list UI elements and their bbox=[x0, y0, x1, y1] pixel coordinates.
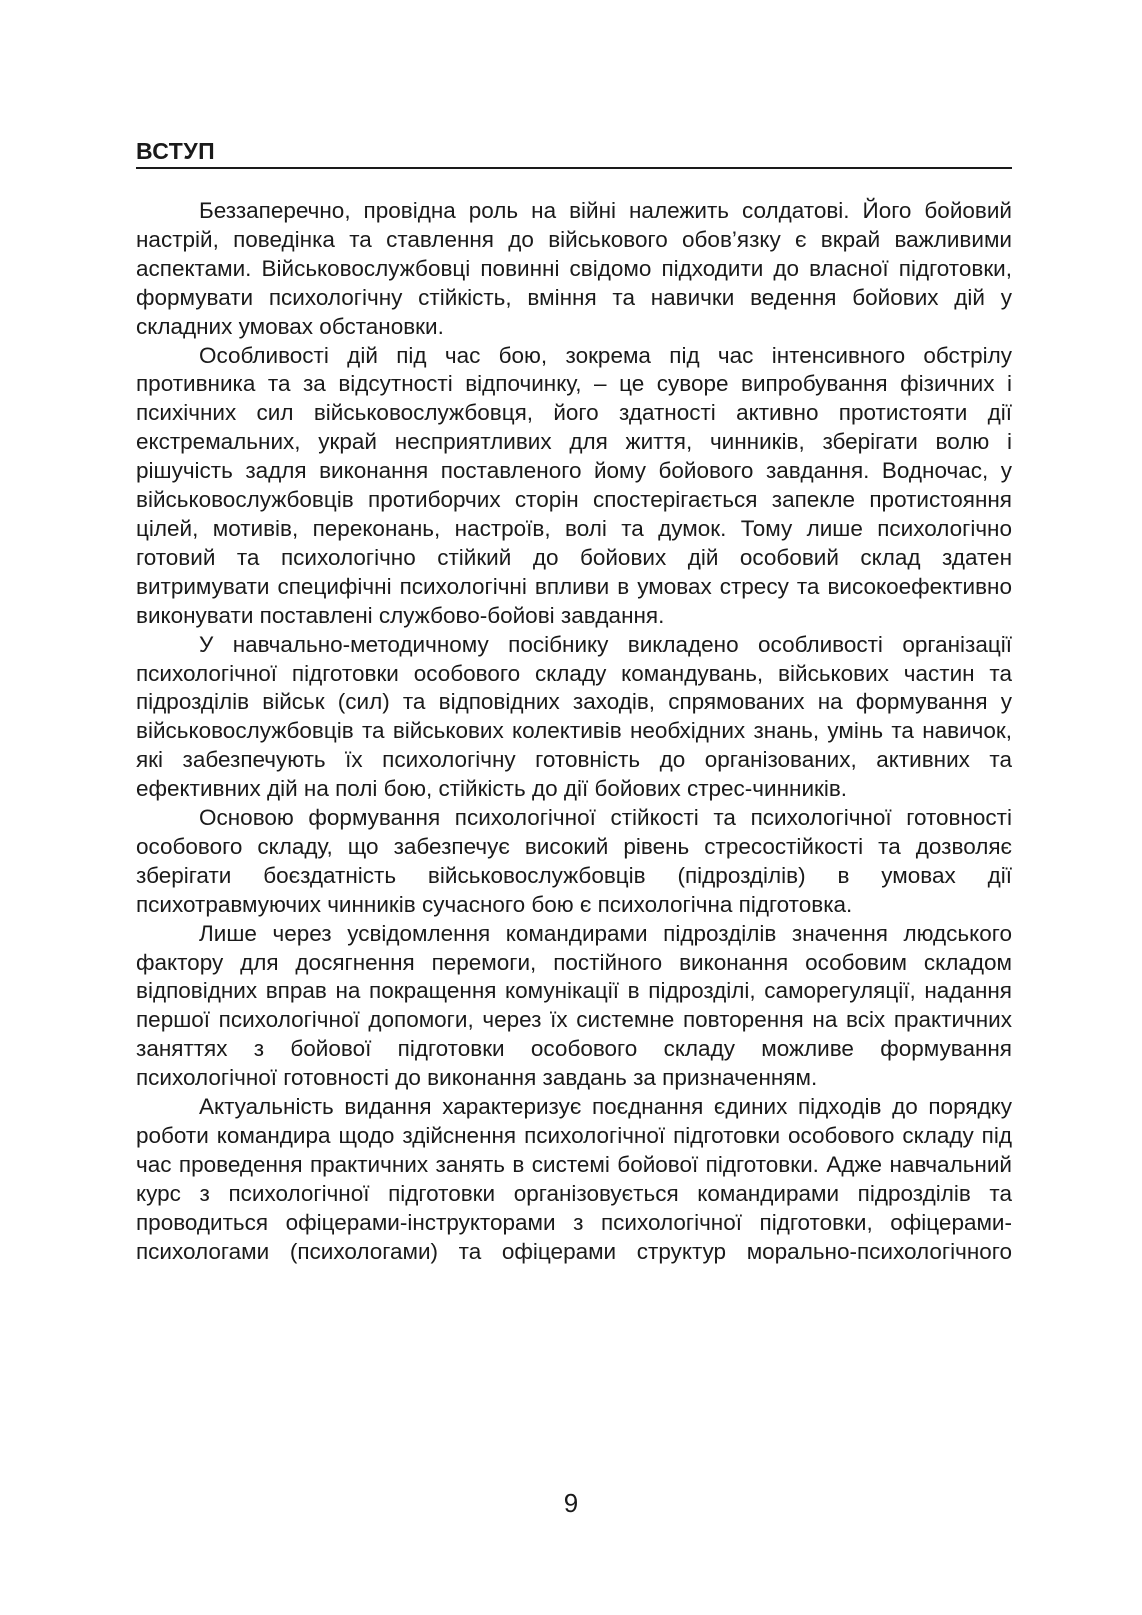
heading-underline bbox=[136, 167, 1012, 169]
body-text bbox=[136, 197, 1012, 1267]
paragraph-5: Лише через усвідомлення командирами підрозділів значення людського фактору для досягнення перемоги, постійного виконання особовим складом відповідних вправ на покращення комунікації в підрозділі, саморегуляції, надання першої психологічної допомоги, через їх системне повторення на всіх практичних заняттях з бойової підготовки особового складу можливе формування психологічної готовності до виконання завдань за призначенням. bbox=[136, 920, 1012, 1091]
paragraph-4: Основою формування психологічної стійкості та психологічної готовності особового складу, що забезпечує високий рівень стресостійкості та дозволяє зберігати боєздатність військовослужбовців (підрозділів) в умовах дії психотравмуючих чинників сучасного бою є психологічна підготовка. bbox=[136, 805, 1012, 917]
paragraph-1: Беззаперечно, провідна роль на війні належить солдатові. Його бойовий настрій, поведінка та ставлення до військового обов’язку є вкрай важливими аспектами. Військовослужбовці повинні свідомо підходити до власної підготовки, формувати психологічну стійкість, вміння та навички ведення бойових дій у складних умовах обстановки. bbox=[136, 198, 1012, 339]
paragraph-3: У навчально-методичному посібнику викладено особливості організації психологічної підготовки особового складу командувань, військових частин та підрозділів військ (сил) та відповідних заходів, спрямованих на формування у військовослужбовців та військових колективів необхідних знань, умінь та навичок, які забезпечують їх психологічну готовність до організованих, активних та ефективних дій на полі бою, стійкість до дії бойових стрес-чинників. bbox=[136, 631, 1012, 802]
paragraph-2: Особливості дій під час бою, зокрема під час інтенсивного обстрілу противника та за відсутності відпочинку, – це суворе випробування фізичних і психічних сил військовослужбовця, його здатності активно протистояти дії екстремальних, украй несприятливих для життя, чинників, зберігати волю і рішучість задля виконання поставленого йому бойового завдання. Водночас, у військовослужбовців протиборчих сторін спостерігається запекле протистояння цілей, мотивів, переконань, настроїв, волі та думок. Тому лише психологічно готовий та психологічно стійкий до бойових дій особовий склад здатен витримувати специфічні психологічні впливи в умовах стресу та високоефективно виконувати поставлені службово-бойові завдання. bbox=[136, 342, 1012, 628]
page-number: 9 bbox=[563, 1488, 579, 1518]
paragraph-6: Актуальність видання характеризує поєднання єдиних підходів до порядку роботи командира щодо здійснення психологічної підготовки особового складу під час проведення практичних занять в системі бойової підготовки. Адже навчальний курс з психологічної підготовки організовується командирами підрозділів та проводиться офіцерами-інструкторами з психологічної підготовки, офіцерами-психологами (психологами) та офіцерами структур морально-психологічного bbox=[136, 1094, 1012, 1264]
section-heading: ВСТУП bbox=[136, 138, 216, 164]
